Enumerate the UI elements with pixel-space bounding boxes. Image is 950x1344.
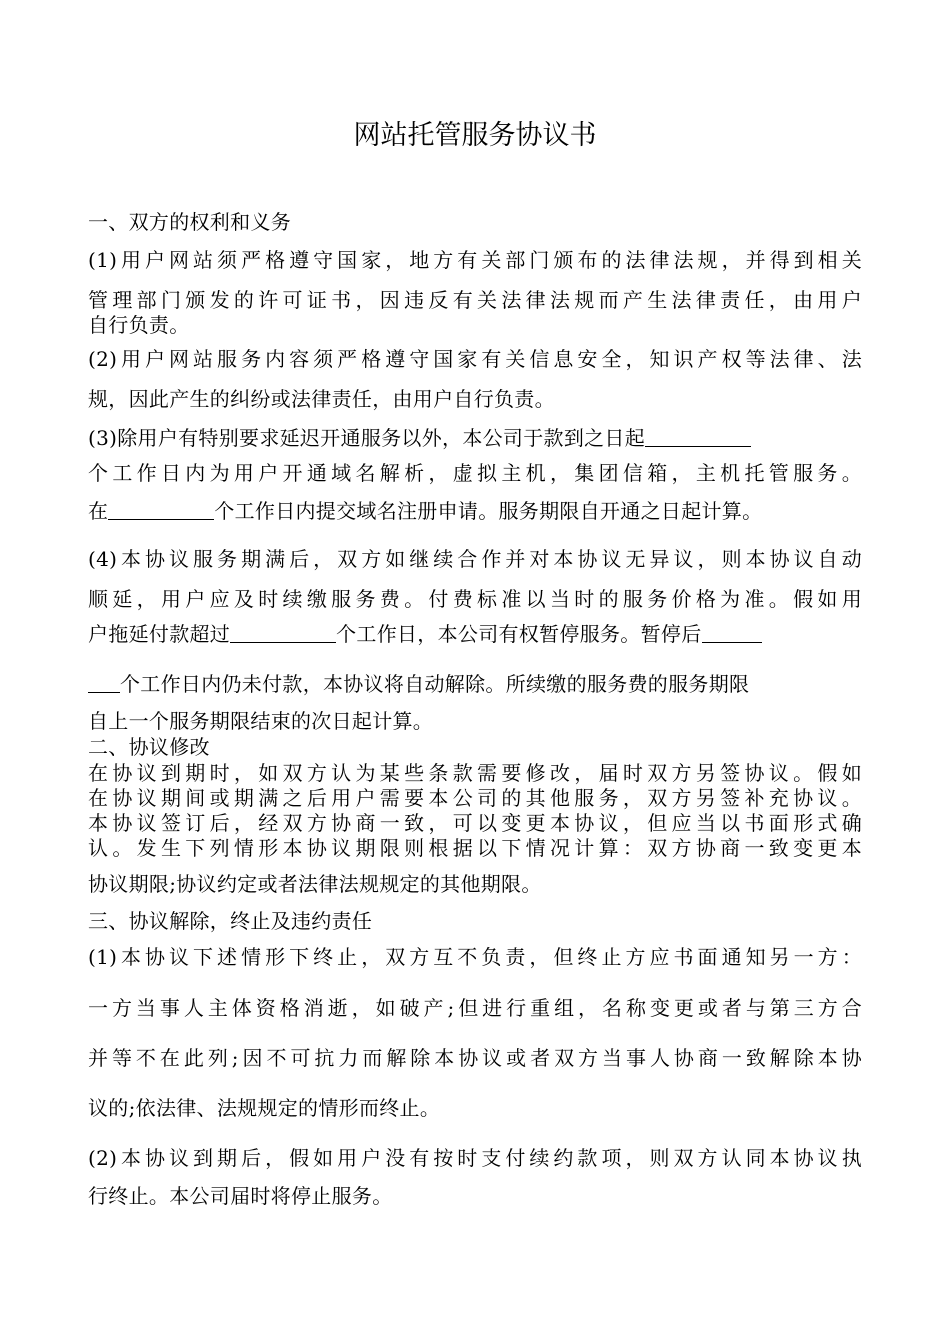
paragraph-text: 个工作日内仍未付款，本协议将自动解除。所续缴的服务费的服务期限: [120, 672, 750, 696]
fill-blank[interactable]: [230, 622, 336, 643]
fill-blank[interactable]: [108, 499, 214, 520]
paragraph-text: 在: [88, 499, 109, 523]
paragraph-line: [88, 670, 749, 698]
section-heading-rights: 一、双方的权利和义务: [88, 210, 291, 234]
paragraph-line: (2)本协议到期后，假如用户没有按时支付续约款项，则双方认同本协议执: [88, 1146, 862, 1170]
paragraph-line: 一方当事人主体资格消逝，如破产;但进行重组，名称变更或者与第三方合: [88, 996, 862, 1020]
paragraph-line: 并等不在此列;因不可抗力而解除本协议或者双方当事人协商一致解除本协: [88, 1046, 862, 1070]
paragraph-line: 在协议到期时，如双方认为某些条款需要修改，届时双方另签协议。假如: [88, 761, 862, 785]
paragraph-line: [88, 497, 762, 525]
paragraph-line: 自上一个服务期限结束的次日起计算。: [88, 709, 434, 733]
paragraph-line: 自行负责。: [88, 313, 190, 337]
paragraph-line: [88, 620, 762, 648]
paragraph-text: 个工作日，本公司有权暂停服务。暂停后: [336, 622, 702, 646]
paragraph-line: (1)本协议下述情形下终止，双方互不负责，但终止方应书面通知另一方：: [88, 945, 862, 969]
section-heading-modification: 二、协议修改: [88, 735, 210, 759]
paragraph-line: 规，因此产生的纠纷或法律责任，由用户自行负责。: [88, 387, 555, 411]
paragraph-line: 顺延，用户应及时续缴服务费。付费标准以当时的服务价格为准。假如用: [88, 587, 862, 611]
paragraph-text: 户拖延付款超过: [88, 622, 231, 646]
paragraph-line: 在协议期间或期满之后用户需要本公司的其他服务，双方另签补充协议。: [88, 786, 862, 810]
paragraph-line: 认。发生下列情形本协议期限则根据以下情况计算：双方协商一致变更本: [88, 836, 862, 860]
paragraph-text: (3)除用户有特别要求延迟开通服务以外，本公司于款到之日起: [88, 426, 646, 450]
fill-blank[interactable]: [702, 622, 762, 643]
section-heading-termination: 三、协议解除，终止及违约责任: [88, 909, 373, 933]
document-title: 网站托管服务协议书: [353, 120, 597, 151]
paragraph-line: 本协议签订后，经双方协商一致，可以变更本协议，但应当以书面形式确: [88, 811, 862, 835]
paragraph-line: 个工作日内为用户开通域名解析，虚拟主机，集团信箱，主机托管服务。: [88, 461, 862, 485]
paragraph-line: (2)用户网站服务内容须严格遵守国家有关信息安全，知识产权等法律、法: [88, 347, 862, 371]
paragraph-line: 议的;依法律、法规规定的情形而终止。: [88, 1096, 441, 1120]
paragraph-line: (4)本协议服务期满后，双方如继续合作并对本协议无异议，则本协议自动: [88, 547, 862, 571]
fill-blank[interactable]: [645, 426, 751, 447]
paragraph-line: 管理部门颁发的许可证书，因违反有关法律法规而产生法律责任，由用户: [88, 288, 862, 312]
paragraph-text: 个工作日内提交域名注册申请。服务期限自开通之日起计算。: [214, 499, 763, 523]
paragraph-line: [88, 424, 751, 452]
paragraph-line: 协议期限;协议约定或者法律法规规定的其他期限。: [88, 872, 542, 896]
paragraph-line: (1)用户网站须严格遵守国家，地方有关部门颁布的法律法规，并得到相关: [88, 248, 862, 272]
fill-blank[interactable]: [88, 672, 120, 693]
paragraph-line: 行终止。本公司届时将停止服务。: [88, 1184, 393, 1208]
